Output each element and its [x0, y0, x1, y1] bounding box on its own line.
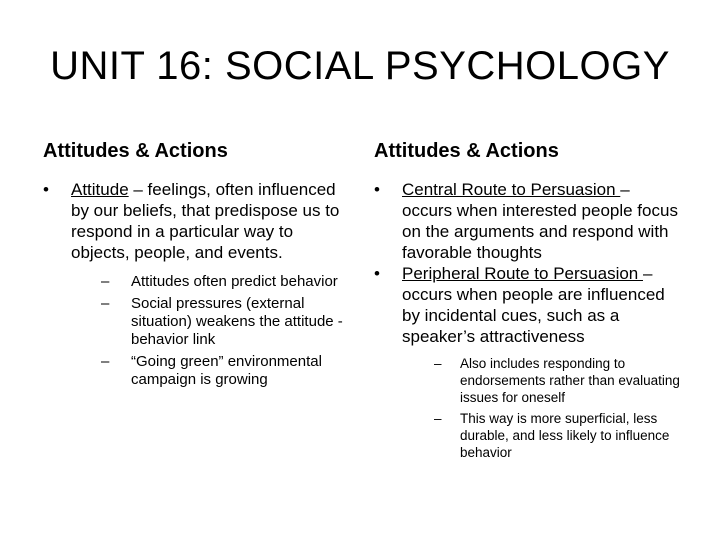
- dash-icon: –: [434, 411, 442, 426]
- left-heading: Attitudes & Actions: [43, 140, 228, 162]
- bullet-icon: •: [43, 180, 49, 199]
- sub-item: [434, 355, 680, 406]
- sub-item: [101, 353, 348, 389]
- term-peripheral-route: Peripheral Route to Persuasion: [402, 264, 643, 283]
- definition-attitude: – feelings, often influenced by our beliefs, that predispose us to respond in a particular way to objects, people, and events.: [71, 180, 340, 262]
- sub-item: [101, 295, 348, 349]
- bullet-icon: •: [374, 180, 380, 199]
- sub-item-text: Also includes responding to endorsements rather than evaluating issues for oneself: [460, 356, 680, 405]
- left-column: [43, 140, 348, 389]
- left-sub-list: [101, 273, 348, 389]
- right-bullet-list: [374, 179, 680, 461]
- left-bullet-list: [43, 179, 348, 389]
- dash-icon: –: [101, 353, 110, 370]
- bullet-attitude: [43, 179, 348, 389]
- sub-item-text: Social pressures (external situation) weakens the attitude -behavior link: [131, 295, 343, 348]
- bullet-icon: •: [374, 264, 380, 283]
- term-attitude: Attitude: [71, 180, 129, 199]
- right-sub-list: [434, 355, 680, 461]
- term-central-route: Central Route to Persuasion: [402, 180, 621, 199]
- sub-item: [434, 410, 680, 461]
- slide-title: UNIT 16: SOCIAL PSYCHOLOGY: [50, 44, 670, 88]
- definition-peripheral-route: – occurs when people are influenced by incidental cues, such as a speaker’s attractiveness: [402, 264, 665, 346]
- right-column: [374, 140, 680, 461]
- sub-item-text: This way is more superficial, less durable, and less likely to influence behavior: [460, 411, 670, 460]
- dash-icon: –: [101, 273, 110, 290]
- sub-item-text: “Going green” environmental campaign is growing: [131, 353, 322, 388]
- sub-item: [101, 273, 348, 291]
- sub-item-text: Attitudes often predict behavior: [131, 273, 338, 290]
- dash-icon: –: [434, 356, 442, 371]
- bullet-peripheral-route: [374, 263, 680, 461]
- definition-central-route: – occurs when interested people focus on the arguments and respond with favorable thoughts: [402, 180, 678, 262]
- right-heading: Attitudes & Actions: [374, 140, 559, 162]
- bullet-central-route: [374, 179, 680, 263]
- dash-icon: –: [101, 295, 110, 312]
